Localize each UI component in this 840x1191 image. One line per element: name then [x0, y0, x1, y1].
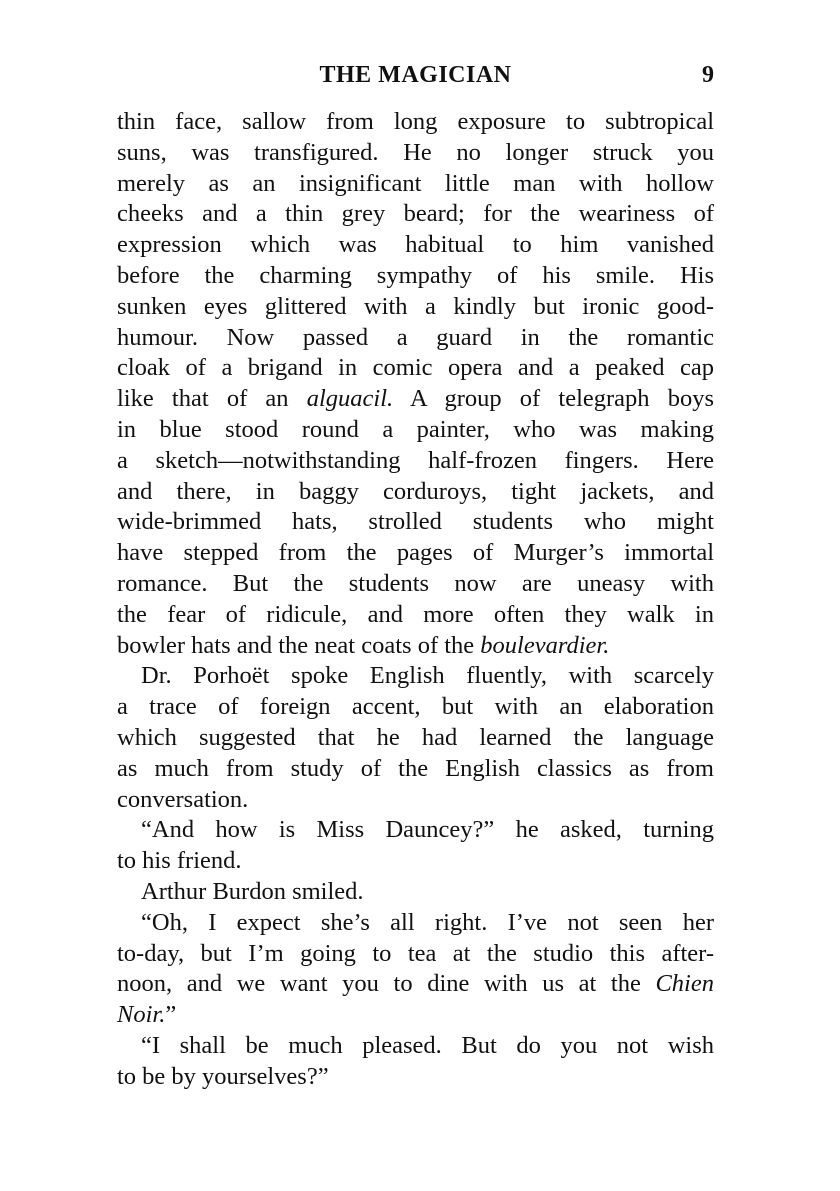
running-title: THE MAGICIAN [319, 62, 512, 88]
paragraph-2 [117, 661, 714, 815]
text-line: “Oh, I expect she’s all right. I’ve not seen her [141, 908, 714, 936]
text-line: humour. Now passed a guard in the romantic [117, 323, 714, 351]
paragraph-6 [117, 1031, 714, 1093]
text-line: Dr. Porhoët spoke English fluently, with scarcely [141, 662, 714, 690]
text-line: and there, in baggy corduroys, tight jackets, and [117, 477, 714, 505]
text-line: conversation. [117, 785, 249, 813]
text-line: “I shall be much pleased. But do you not wish [141, 1031, 714, 1059]
italic-word: boulevardier. [480, 631, 610, 659]
text-line: a sketch—notwithstanding half-frozen fingers. Here [117, 446, 714, 474]
text-line [117, 969, 714, 1000]
paragraph-5 [117, 908, 714, 1031]
paragraph-4 [117, 877, 714, 908]
text-line: merely as an insignificant little man with hollow [117, 169, 714, 197]
paragraph-3 [117, 815, 714, 877]
text-line: thin face, sallow from long exposure to subtropical [117, 108, 714, 135]
text-line: a trace of foreign accent, but with an elaboration [117, 693, 714, 721]
italic-word: Noir. [117, 1001, 166, 1029]
text-line: before the charming sympathy of his smile. His [117, 261, 714, 289]
text-line: as much from study of the English classics as from [117, 754, 714, 782]
text-line: cloak of a brigand in comic opera and a peaked cap [117, 354, 714, 382]
text-line [117, 384, 714, 415]
text-line: wide-brimmed hats, strolled students who might [117, 508, 714, 536]
text-line: expression which was habitual to him vanished [117, 231, 714, 259]
text-run: ” [165, 1001, 177, 1029]
text-line: to his friend. [117, 847, 242, 875]
italic-word: Chien [655, 970, 714, 998]
text-line: the fear of ridicule, and more often they walk in [117, 600, 714, 628]
running-head [117, 62, 714, 96]
body-text [117, 107, 714, 1093]
text-line [117, 631, 714, 662]
text-line: Arthur Burdon smiled. [141, 877, 364, 905]
text-line [117, 1000, 714, 1031]
text-run: bowler hats and the neat coats of the [117, 631, 481, 659]
text-line: sunken eyes glittered with a kindly but ironic good- [117, 292, 714, 320]
italic-word: alguacil. [306, 385, 394, 413]
text-run: noon, and we want you to dine with us at the [117, 970, 656, 998]
text-line: “And how is Miss Dauncey?” he asked, turning [141, 816, 714, 844]
text-run: like that of an [117, 385, 307, 413]
text-line: to be by yourselves?” [117, 1062, 329, 1090]
paragraph-1 [117, 107, 714, 661]
page-number: 9 [702, 62, 714, 88]
text-run: A group of telegraph boys [393, 385, 714, 413]
text-line: have stepped from the pages of Murger’s immortal [117, 539, 714, 567]
text-line: cheeks and a thin grey beard; for the weariness of [117, 200, 714, 228]
text-line: romance. But the students now are uneasy with [117, 569, 714, 597]
text-line: suns, was transfigured. He no longer struck you [117, 138, 714, 166]
text-line: in blue stood round a painter, who was making [117, 415, 714, 443]
text-line: to-day, but I’m going to tea at the studio this after- [117, 939, 714, 967]
text-line: which suggested that he had learned the language [117, 723, 714, 751]
